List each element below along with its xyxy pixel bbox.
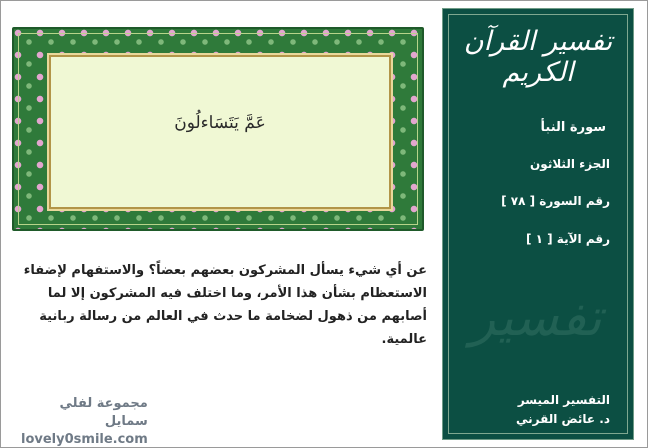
credit-title: التفسير الميسر: [517, 393, 610, 407]
watermark-line-1: مجموعة لفلي سمايل: [59, 396, 148, 429]
ayah-number: رقم الآية [ ١ ]: [525, 232, 610, 246]
verse-text: عَمَّ يَتَسَاءلُونَ: [174, 113, 266, 133]
ornamental-frame: [12, 27, 424, 231]
panel-watermark: تفسير: [470, 288, 602, 348]
watermark-line-2: lovely0smile.com: [21, 432, 148, 447]
sura-name: سورة النبأ: [540, 120, 606, 135]
brand-title: تفسير القرآن الكريم: [463, 26, 613, 88]
verse-box: [49, 55, 391, 209]
sura-number: رقم السورة [ ٧٨ ]: [501, 194, 610, 208]
credit-author: د. عائض القرني: [515, 412, 610, 426]
site-watermark: [21, 395, 148, 448]
explanation-text: عن أي شيء يسأل المشركون بعضهم بعضاً؟ والاستفهام لإضفاء الاستعظام بشأن هذا الأمر، وما اختلف فيه المشركون إلا لما أصابهم من ذهول لضخامة ما حدث في العالم من رسالة ربانية عالمية.: [23, 263, 427, 347]
juz-label: الجزء الثلاثون: [530, 157, 610, 171]
info-panel: [442, 8, 634, 440]
